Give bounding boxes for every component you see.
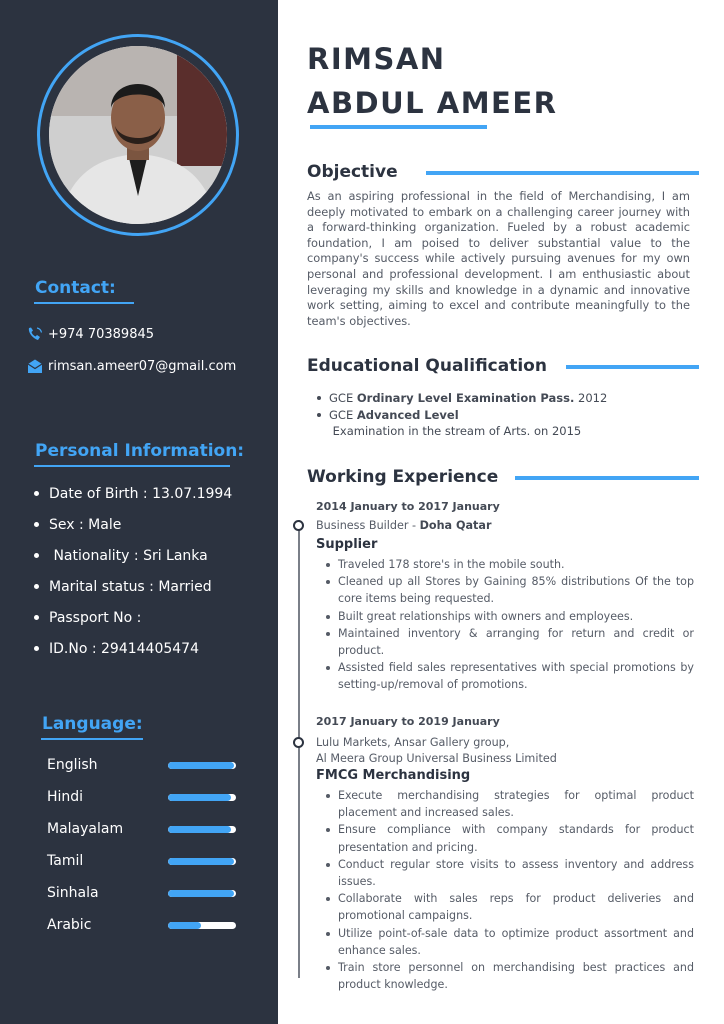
language-name: Malayalam	[47, 821, 124, 837]
info-item: Nationality : Sri Lanka	[34, 540, 232, 571]
language-name: Hindi	[47, 789, 84, 805]
phone-number[interactable]: +974 70389845	[48, 326, 155, 342]
language-row-arabic	[47, 909, 242, 941]
duty-item: Maintained inventory & arranging for return and credit or product.	[326, 625, 694, 659]
duty-item: Utilize point-of-sale data to optimize product assortment and enhance sales.	[326, 925, 694, 959]
language-row-tamil	[47, 845, 242, 877]
job-company: Business Builder - Doha Qatar	[316, 519, 492, 532]
language-underline	[41, 738, 143, 740]
profile-photo-illustration	[49, 46, 227, 224]
duty-item: Execute merchandising strategies for optimal product placement and increased sales.	[326, 787, 694, 821]
language-name: Sinhala	[47, 885, 99, 901]
sidebar	[0, 0, 278, 1024]
education-item: GCE Advanced Level Examination in the stream of Arts. on 2015	[314, 407, 694, 439]
timeline-line	[298, 520, 300, 978]
contact-underline	[34, 302, 134, 304]
contact-email	[26, 358, 236, 374]
language-level-fill	[168, 922, 201, 929]
info-item: Passport No :	[34, 602, 232, 633]
language-title: Language:	[42, 714, 143, 734]
language-level-fill	[168, 794, 231, 801]
objective-text: As an aspiring professional in the field of Merchandising, I am deeply motivated to embark on a challenging career journey with a forward-thinking organization. Fueled by a robust academic foundation, I am poised to deliver substantial value to the company's success while actively pursuing avenues for my own personal and professional development. I am enthusiastic about leveraging my skills and knowledge in a dynamic and innovative work setting, aiming to excel and contribute meaningfully to the team's objectives.	[307, 189, 690, 328]
job-duties	[326, 556, 694, 694]
info-item: Sex : Male	[34, 509, 232, 540]
language-level-bar	[168, 794, 236, 801]
language-row-sinhala	[47, 877, 242, 909]
language-level-bar	[168, 890, 236, 897]
job-period: 2017 January to 2019 January	[316, 715, 500, 728]
contact-phone	[26, 326, 154, 342]
email-address[interactable]: rimsan.ameer07@gmail.com	[48, 358, 237, 374]
last-name: ABDUL AMEER	[307, 86, 558, 120]
duty-item: Built great relationships with owners and employees.	[326, 608, 694, 625]
language-level-bar	[168, 922, 236, 929]
job-role: Supplier	[316, 537, 378, 552]
language-name: Tamil	[47, 853, 84, 869]
contact-title: Contact:	[35, 278, 116, 298]
objective-rule	[426, 171, 699, 175]
objective-title: Objective	[307, 162, 398, 182]
first-name: RIMSAN	[307, 42, 446, 76]
language-level-fill	[168, 826, 231, 833]
language-level-bar	[168, 826, 236, 833]
phone-icon	[26, 326, 44, 342]
language-name: English	[47, 757, 98, 773]
experience-rule	[515, 476, 699, 480]
education-list	[314, 390, 694, 440]
language-row-malayalam	[47, 813, 242, 845]
language-name: Arabic	[47, 917, 92, 933]
duty-item: Ensure compliance with company standards for product presentation and pricing.	[326, 821, 694, 855]
name-underline	[310, 125, 487, 129]
language-level-fill	[168, 762, 234, 769]
duty-item: Train store personnel on merchandising best practices and product knowledge.	[326, 959, 694, 993]
duty-item: Conduct regular store visits to assess inventory and address issues.	[326, 856, 694, 890]
duty-item: Traveled 178 store's in the mobile south.	[326, 556, 694, 573]
education-title: Educational Qualification	[307, 356, 547, 376]
timeline-dot	[293, 737, 304, 748]
job-company: Lulu Markets, Ansar Gallery group,	[316, 736, 510, 749]
job-role: FMCG Merchandising	[316, 768, 471, 783]
language-level-bar	[168, 858, 236, 865]
job-company-secondary: Al Meera Group Universal Business Limited	[316, 752, 557, 765]
language-level-fill	[168, 890, 234, 897]
education-item: GCE Ordinary Level Examination Pass. 2012	[314, 390, 694, 406]
language-row-hindi	[47, 781, 242, 813]
info-item: Marital status : Married	[34, 571, 232, 602]
language-level-bar	[168, 762, 236, 769]
language-row-english	[47, 749, 242, 781]
profile-photo	[49, 46, 227, 224]
timeline-dot	[293, 520, 304, 531]
info-item: Date of Birth : 13.07.1994	[34, 478, 232, 509]
personal-info-title: Personal Information:	[35, 441, 245, 461]
duty-item: Assisted field sales representatives with special promotions by setting-up/removal of promotions.	[326, 659, 694, 693]
personal-info-underline	[34, 465, 230, 467]
email-icon	[26, 358, 44, 374]
experience-title: Working Experience	[307, 467, 499, 487]
duty-item: Cleaned up all Stores by Gaining 85% distributions Of the top core items being requested.	[326, 573, 694, 607]
job-period: 2014 January to 2017 January	[316, 500, 500, 513]
info-item: ID.No : 29414405474	[34, 633, 232, 664]
education-rule	[566, 365, 699, 369]
duty-item: Collaborate with sales reps for product deliveries and promotional campaigns.	[326, 890, 694, 924]
language-level-fill	[168, 858, 234, 865]
personal-info-list	[34, 478, 232, 664]
job-duties	[326, 787, 694, 993]
